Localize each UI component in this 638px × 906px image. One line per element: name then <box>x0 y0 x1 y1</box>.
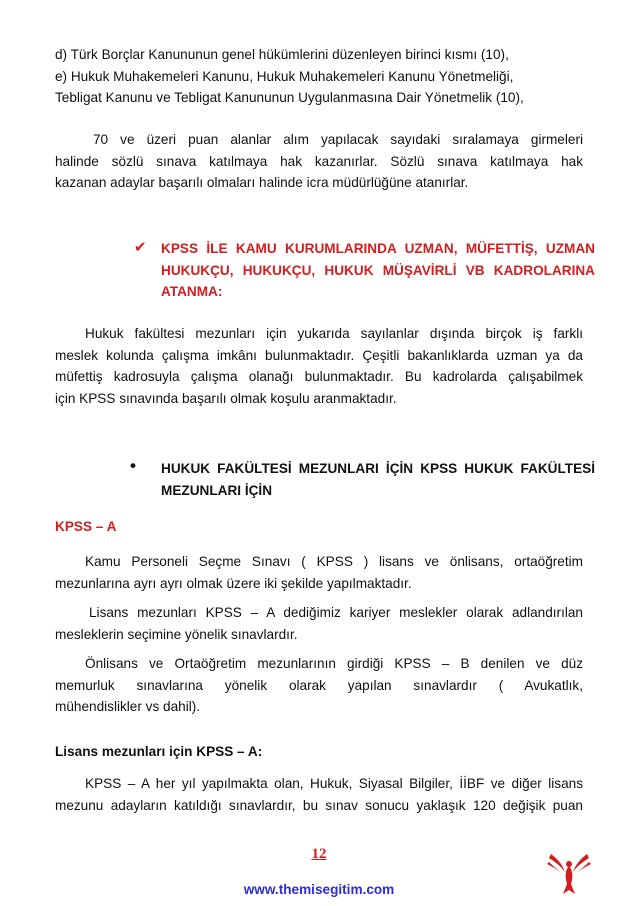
heading-kpss-atanma <box>161 238 595 303</box>
heading-line: KPSS – A <box>55 519 117 534</box>
heading-lisans-kpss-a <box>55 741 583 763</box>
paragraph-lisans-mezunlari <box>55 602 583 645</box>
checkmark-icon: ✔ <box>134 239 147 256</box>
law-list <box>55 44 583 109</box>
heading-line: MEZUNLARI İÇİN <box>161 482 273 498</box>
paragraph-line: mühendislikler vs dahil). <box>55 699 201 714</box>
paragraph-kpss-a-yil <box>55 773 583 816</box>
heading-line: HUKUK FAKÜLTESİ MEZUNLARI İÇİN KPSS HUKUK FAKÜLTESİ <box>161 461 595 476</box>
paragraph-hukuk-fakultesi <box>55 323 583 409</box>
paragraph-line: mezunlarına ayrı ayrı olmak üzere iki şekilde yapılmaktadır. <box>55 575 412 591</box>
paragraph-line: mesleklerin seçimine yönelik sınavlardır. <box>55 626 298 642</box>
paragraph-line: Hukuk fakültesi mezunları için yukarıda sayılanlar dışında birçok iş farklı <box>85 326 583 341</box>
paragraph-line: meslek kolunda çalışma imkânı bulunmaktadır. Çeşitli bakanlıklarda uzman ya da <box>55 347 583 363</box>
paragraph-sozlu-sinav <box>55 129 583 194</box>
paragraph-line: 70 ve üzeri puan alanlar alım yapılacak sayıdaki sıralamaya girmeleri <box>93 132 583 147</box>
paragraph-kpss-tanim <box>55 551 583 594</box>
paragraph-line: mezunu adayların katıldığı sınavlardır, bu sınav sonucu yaklaşık 120 değişik puan <box>55 797 583 813</box>
heading-line: Lisans mezunları için KPSS – A: <box>55 744 263 759</box>
law-list-line: e) Hukuk Muhakemeleri Kanunu, Hukuk Muhakemeleri Kanunu Yönetmeliği, <box>55 68 514 84</box>
law-list-line: d) Türk Borçlar Kanununun genel hükümlerini düzenleyen birinci kısmı (10), <box>55 47 509 62</box>
paragraph-line: kazanan adaylar başarılı olmaları halinde icra müdürlüğüne atanırlar. <box>55 175 469 190</box>
paragraph-line: müfettiş kadrosuyla çalışma olanağı bulunmaktadır. Bu kadrolarda çalışabilmek <box>55 369 583 384</box>
heading-kpss-a <box>55 516 583 538</box>
heading-hukuk-mezunlari <box>161 458 595 501</box>
footer-website-link[interactable]: www.themisegitim.com <box>243 882 395 897</box>
paragraph-onlisans <box>55 653 583 718</box>
paragraph-line: için KPSS sınavında başarılı olmak koşulu aranmaktadır. <box>55 390 397 406</box>
paragraph-line: Kamu Personeli Seçme Sınavı ( KPSS ) lisans ve önlisans, ortaöğretim <box>85 554 583 569</box>
heading-line: HUKUKÇU, HUKUKÇU, HUKUK MÜŞAVİRLİ VB KADROLARINA <box>161 262 595 278</box>
paragraph-line: Lisans mezunları KPSS – A dediğimiz kariyer meslekler olarak adlandırılan <box>89 605 583 620</box>
law-list-line: Tebligat Kanunu ve Tebligat Kanununun Uygulanmasına Dair Yönetmelik (10), <box>55 90 524 105</box>
paragraph-line: KPSS – A her yıl yapılmakta olan, Hukuk, Siyasal Bilgiler, İİBF ve diğer lisans <box>85 776 583 791</box>
paragraph-line: halinde sözlü sınava katılmaya hak kazanırlar. Sözlü sınava katılmaya hak <box>55 153 583 169</box>
paragraph-line: Önlisans ve Ortaöğretim mezunlarının girdiği KPSS – B denilen ve düz <box>85 656 583 671</box>
page-number: 12 <box>311 846 327 862</box>
heading-line: ATANMA: <box>161 284 223 299</box>
paragraph-line: memurluk sınavlarına yönelik olarak yapılan sınavlardır ( Avukatlık, <box>55 677 583 693</box>
heading-line: KPSS İLE KAMU KURUMLARINDA UZMAN, MÜFETTİŞ, UZMAN <box>161 241 595 256</box>
bullet-icon: • <box>130 456 136 475</box>
